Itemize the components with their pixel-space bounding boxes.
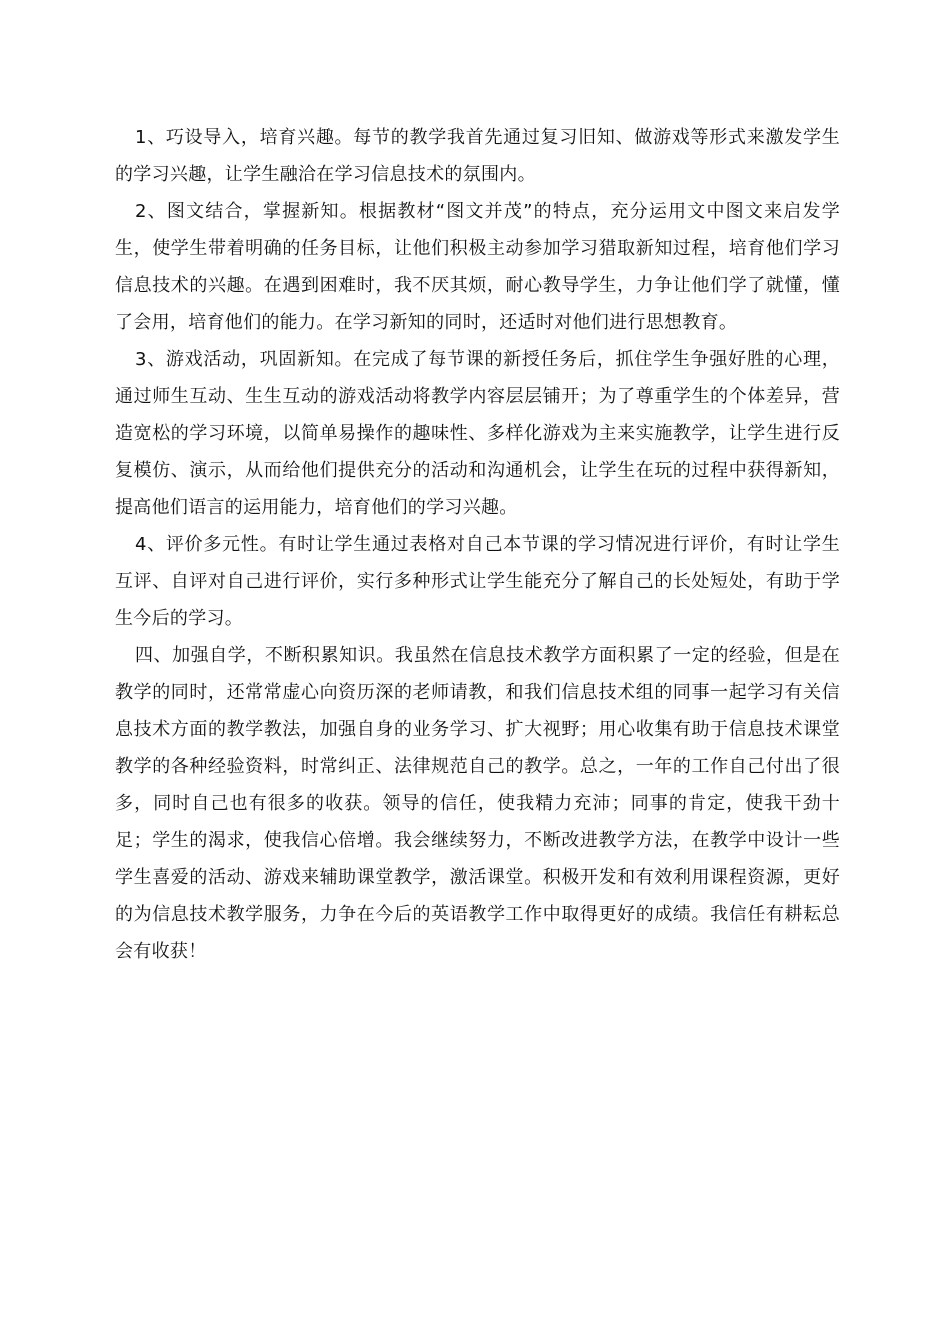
paragraph-4-evaluation: 4、评价多元性。有时让学生通过表格对自己本节课的学习情况进行评价，有时让学生互评、自评对自己进行评价，实行多种形式让学生能充分了解自己的长处短处，有助于学生今后的学习。 (115, 534, 840, 629)
paragraph-2-text-and-image: 2、图文结合，掌握新知。根据教材“图文并茂”的特点，充分运用文中图文来启发学生，使学生带着明确的任务目标，让他们积极主动参加学习猎取新知过程，培育他们学习信息技术的兴趣。在遇到困难时，我不厌其烦，耐心教导学生，力争让他们学了就懂，懂了会用，培育他们的能力。在学习新知的同时，还适时对他们进行思想教育。 (115, 201, 840, 333)
paragraph-3-game-activities: 3、游戏活动，巩固新知。在完成了每节课的新授任务后，抓住学生争强好胜的心理，通过师生互动、生生互动的游戏活动将教学内容层层铺开；为了尊重学生的个体差异，营造宽松的学习环境，以简单易操作的趣味性、多样化游戏为主来实施教学，让学生进行反复模仿、演示，从而给他们提供充分的活动和沟通机会，让学生在玩的过程中获得新知，提高他们语言的运用能力，培育他们的学习兴趣。 (115, 349, 840, 518)
paragraph-self-study: 四、加强自学，不断积累知识。我虽然在信息技术教学方面积累了一定的经验，但是在教学的同时，还常常虚心向资历深的老师请教，和我们信息技术组的同事一起学习有关信息技术方面的教学教法，加强自身的业务学习、扩大视野；用心收集有助于信息技术课堂教学的各种经验资料，时常纠正、法律规范自己的教学。总之，一年的工作自己付出了很多，同时自己也有很多的收获。领导的信任，使我精力充沛；同事的肯定，使我干劲十足；学生的渴求，使我信心倍增。我会继续努力，不断改进教学方法，在教学中设计一些学生喜爱的活动、游戏来辅助课堂教学，激活课堂。积极开发和有效利用课程资源，更好的为信息技术教学服务，力争在今后的英语教学工作中取得更好的成绩。我信任有耕耘总会有收获！ (115, 645, 840, 962)
document-body (115, 119, 840, 970)
paragraph-1-introduction: 1、巧设导入，培育兴趣。每节的教学我首先通过复习旧知、做游戏等形式来激发学生的学习兴趣，让学生融洽在学习信息技术的氛围内。 (115, 127, 840, 185)
